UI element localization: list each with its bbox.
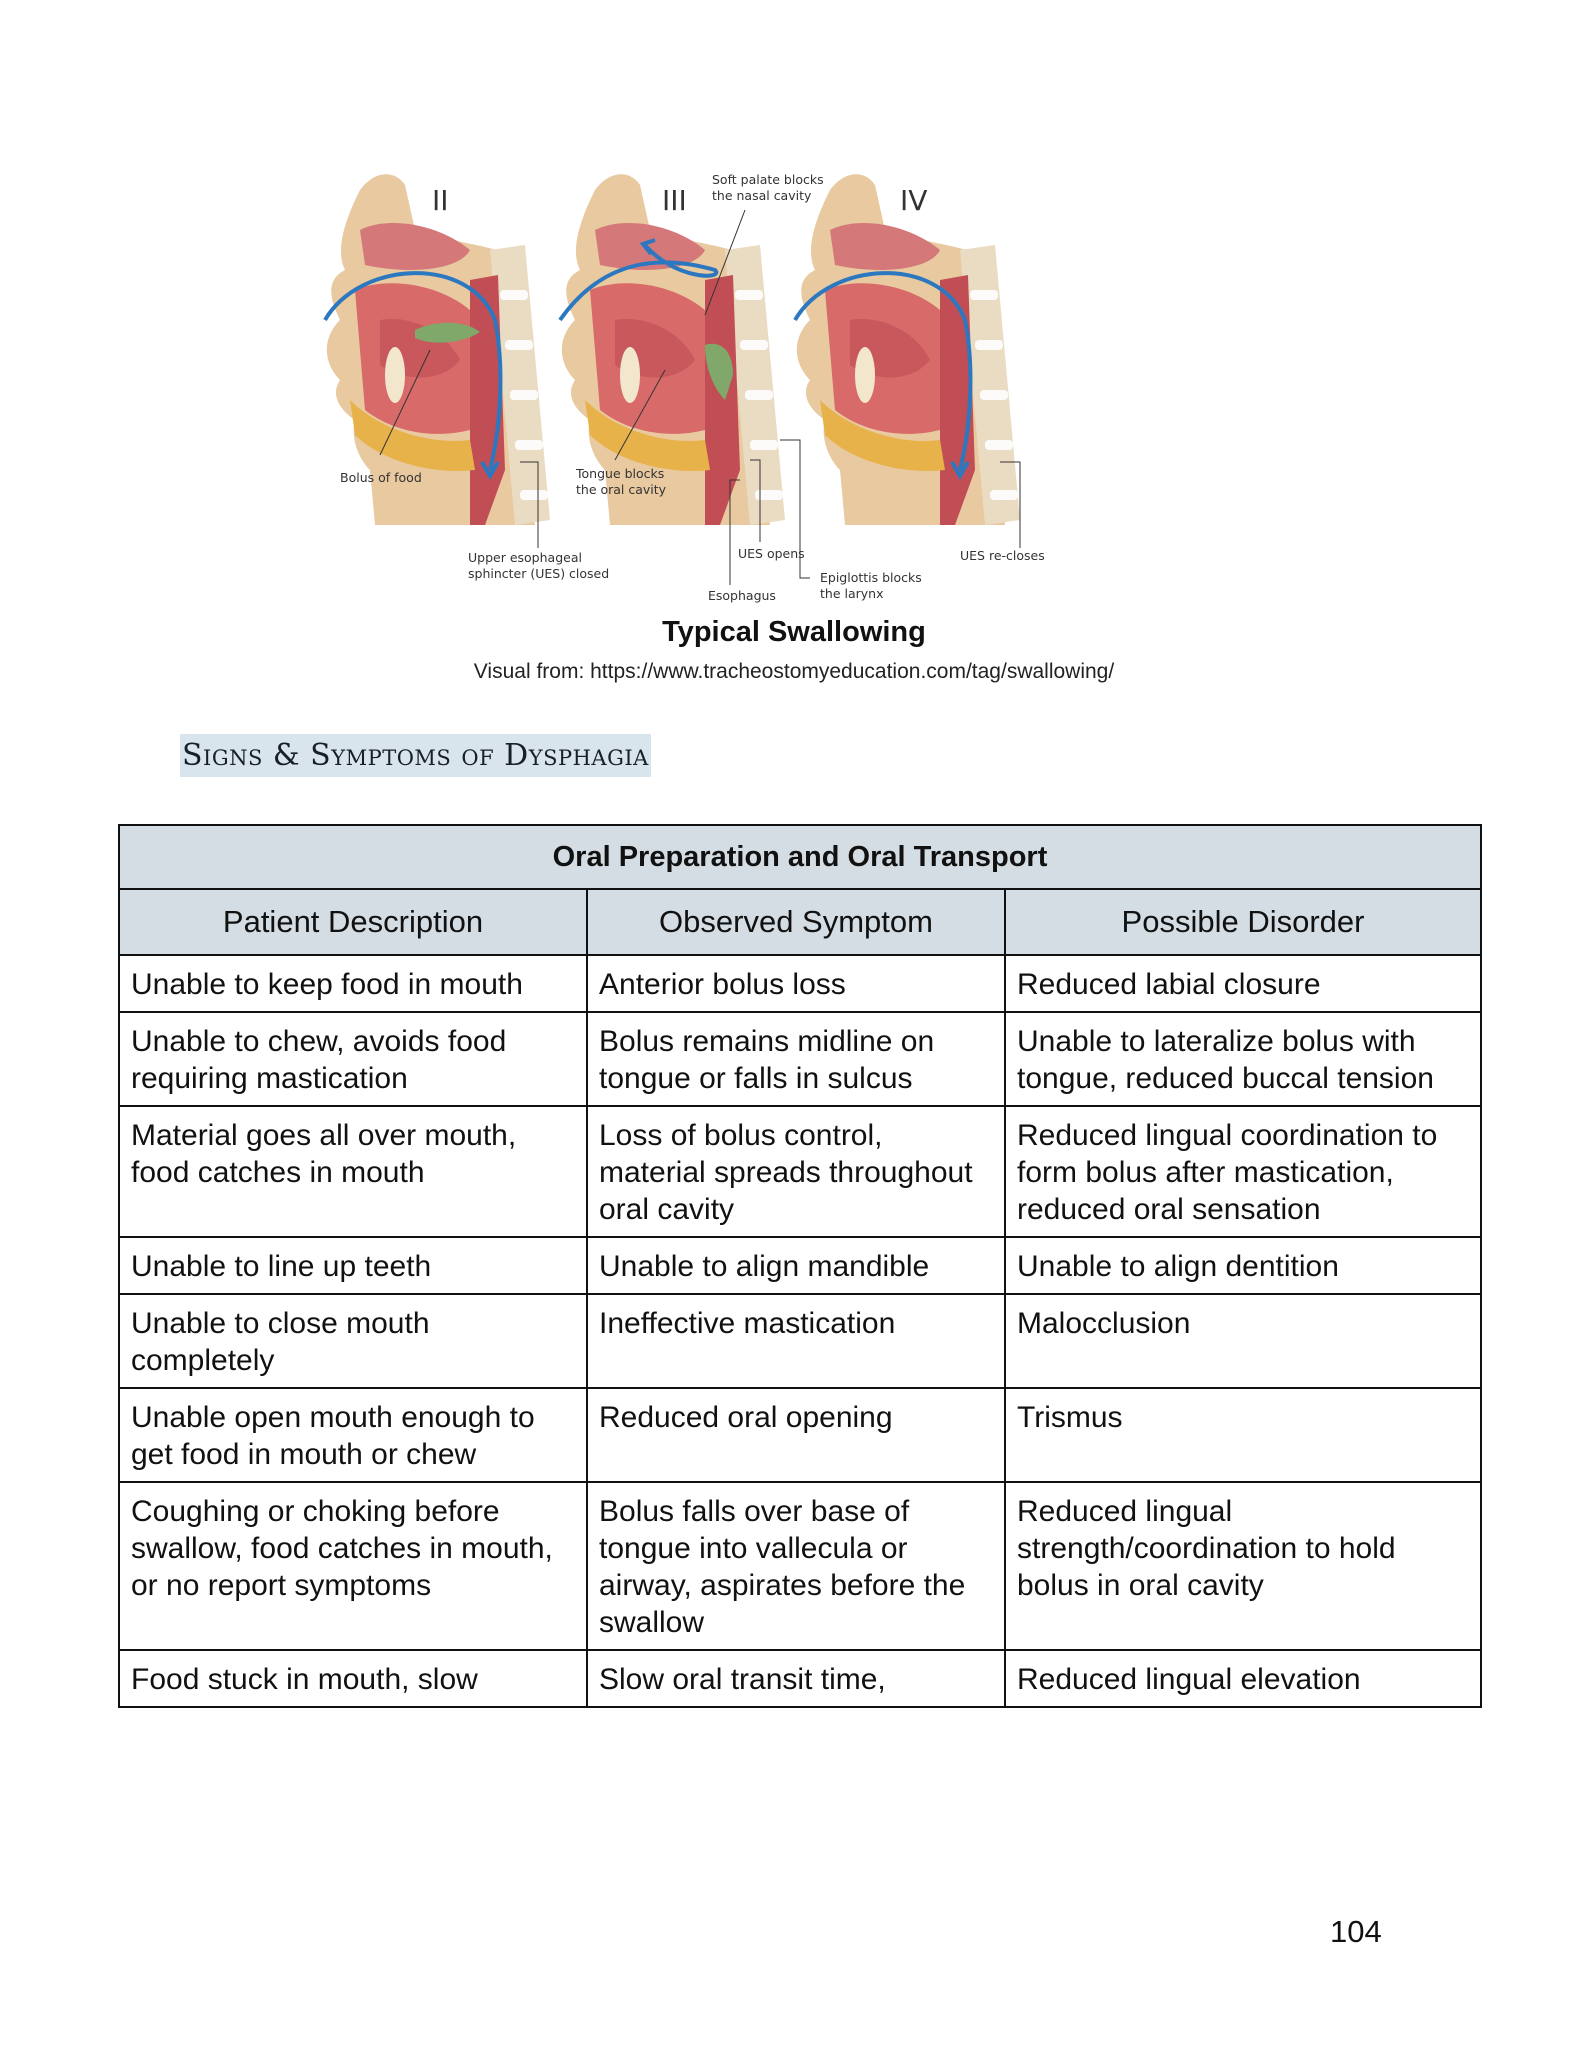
table-cell: Reduced lingual strength/coordination to hold bolus in oral cavity <box>1005 1482 1481 1650</box>
panel-label-ii: II <box>432 184 449 217</box>
header-observed-symptom: Observed Symptom <box>587 889 1005 955</box>
header-patient-description: Patient Description <box>119 889 587 955</box>
table-row <box>119 1650 1481 1707</box>
label-soft-palate: Soft palate blocks <box>712 172 824 187</box>
table-cell: Loss of bolus control, material spreads throughout oral cavity <box>587 1106 1005 1237</box>
table-cell: Anterior bolus loss <box>587 955 1005 1012</box>
table-cell: Unable to keep food in mouth <box>119 955 587 1012</box>
table-cell: Material goes all over mouth, food catches in mouth <box>119 1106 587 1237</box>
section-heading: Signs & Symptoms of Dysphagia <box>180 734 651 777</box>
table-cell: Unable to align mandible <box>587 1237 1005 1294</box>
table-row <box>119 1237 1481 1294</box>
table-cell: Coughing or choking before swallow, food catches in mouth, or no report symptoms <box>119 1482 587 1650</box>
label-ues-closed-2: sphincter (UES) closed <box>468 566 610 581</box>
table-cell: Slow oral transit time, <box>587 1650 1005 1707</box>
label-ues-recloses: UES re-closes <box>960 548 1045 563</box>
label-esophagus: Esophagus <box>708 588 776 603</box>
table-cell: Trismus <box>1005 1388 1481 1482</box>
label-bolus: Bolus of food <box>340 470 422 485</box>
panel-label-iii: III <box>662 184 687 217</box>
label-tongue: Tongue blocks <box>576 466 665 481</box>
table-cell: Reduced oral opening <box>587 1388 1005 1482</box>
dysphagia-table <box>118 824 1482 1708</box>
table-cell: Reduced lingual elevation <box>1005 1650 1481 1707</box>
table-row <box>119 1482 1481 1650</box>
table-cell: Bolus falls over base of tongue into vallecula or airway, aspirates before the swallow <box>587 1482 1005 1650</box>
table-cell: Unable to chew, avoids food requiring mastication <box>119 1012 587 1106</box>
table-cell: Unable to lateralize bolus with tongue, reduced buccal tension <box>1005 1012 1481 1106</box>
table-row <box>119 1388 1481 1482</box>
table-cell: Unable to line up teeth <box>119 1237 587 1294</box>
label-ues-opens: UES opens <box>738 546 805 561</box>
table-row <box>119 1012 1481 1106</box>
page-number: 104 <box>1330 1914 1382 1949</box>
table-cell: Reduced lingual coordination to form bolus after mastication, reduced oral sensation <box>1005 1106 1481 1237</box>
label-ues-closed: Upper esophageal <box>468 550 582 565</box>
table-title: Oral Preparation and Oral Transport <box>119 825 1481 889</box>
table-cell: Unable to align dentition <box>1005 1237 1481 1294</box>
table-cell: Bolus remains midline on tongue or falls in sulcus <box>587 1012 1005 1106</box>
label-tongue-2: the oral cavity <box>576 482 667 497</box>
label-soft-palate-2: the nasal cavity <box>712 188 812 203</box>
table-cell: Food stuck in mouth, slow <box>119 1650 587 1707</box>
table-cell: Reduced labial closure <box>1005 955 1481 1012</box>
table-cell: Ineffective mastication <box>587 1294 1005 1388</box>
panel-label-iv: IV <box>900 184 928 217</box>
table-cell: Unable to close mouth completely <box>119 1294 587 1388</box>
figure-caption: Typical Swallowing <box>662 616 926 648</box>
label-epiglottis: Epiglottis blocks <box>820 570 922 585</box>
label-epiglottis-2: the larynx <box>820 586 884 601</box>
table-cell: Unable open mouth enough to get food in mouth or chew <box>119 1388 587 1482</box>
table-row <box>119 955 1481 1012</box>
table-row <box>119 1294 1481 1388</box>
table-cell: Malocclusion <box>1005 1294 1481 1388</box>
header-possible-disorder: Possible Disorder <box>1005 889 1481 955</box>
table-row <box>119 1106 1481 1237</box>
figure-source: Visual from: https://www.tracheostomyeducation.com/tag/swallowing/ <box>473 660 1115 683</box>
swallowing-illustration <box>320 170 1280 610</box>
